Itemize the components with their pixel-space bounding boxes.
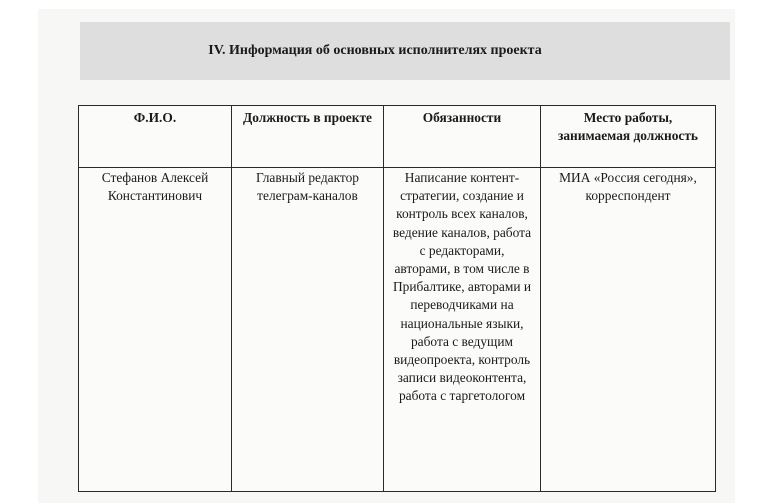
header-duties: Обязанности bbox=[384, 106, 541, 168]
cell-workplace: МИА «Россия сегодня», корреспондент bbox=[541, 168, 716, 492]
cell-project-position: Главный редактор телеграм-каналов bbox=[232, 168, 384, 492]
header-workplace: Место работы, занимаемая должность bbox=[541, 106, 716, 168]
executors-table bbox=[78, 105, 716, 492]
section-title: IV. Информация об основных исполнителях проекта bbox=[208, 43, 542, 58]
table-header-row bbox=[79, 106, 716, 168]
header-project-position: Должность в проекте bbox=[232, 106, 384, 168]
header-full-name: Ф.И.О. bbox=[79, 106, 232, 168]
table-row bbox=[79, 168, 716, 492]
section-header bbox=[80, 22, 730, 80]
cell-duties: Написание контент-стратегии, создание и контроль всех каналов, ведение каналов, работа с редакторами, авторами, в том числе в Прибалтике, авторами и переводчиками на национальные языки, работа с ведущим видеопроекта, контроль записи видеоконтента, работа с таргетологом bbox=[384, 168, 541, 492]
cell-full-name: Стефанов Алексей Константинович bbox=[79, 168, 232, 492]
